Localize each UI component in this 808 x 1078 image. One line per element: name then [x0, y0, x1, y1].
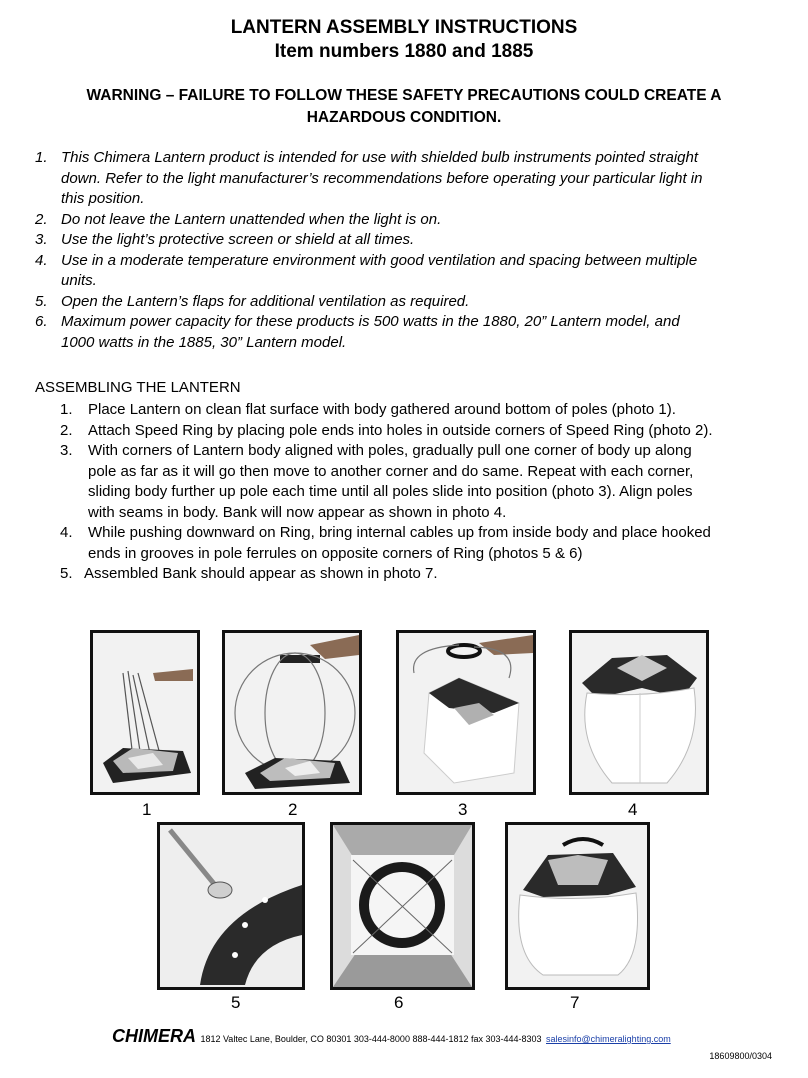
photo-1 — [90, 630, 200, 795]
assembly-step-text: Assembled Bank should appear as shown in photo 7. — [84, 565, 438, 582]
photo-6 — [330, 822, 475, 990]
photo-caption-7: 7 — [570, 993, 580, 1012]
safety-item-text: units. — [61, 272, 97, 289]
assembly-step-number: 1. — [60, 401, 73, 418]
assembly-step — [60, 441, 785, 523]
safety-item-number: 3. — [35, 231, 48, 248]
safety-item — [35, 230, 785, 251]
assembly-step-text: Attach Speed Ring by placing pole ends into holes in outside corners of Speed Ring (photo 2). — [88, 421, 713, 439]
safety-item-number: 1. — [35, 149, 48, 166]
safety-item-text: Do not leave the Lantern unattended when the light is on. — [61, 210, 442, 228]
photo-5 — [157, 822, 305, 990]
photo-caption-2: 2 — [288, 800, 298, 819]
safety-item-text: 1000 watts in the 1885, 30” Lantern model. — [61, 333, 347, 351]
safety-item — [35, 148, 785, 210]
page-subtitle: Item numbers 1880 and 1885 — [274, 41, 534, 62]
photo-caption-1: 1 — [142, 800, 152, 819]
warning-line-1: WARNING – FAILURE TO FOLLOW THESE SAFETY PRECAUTIONS COULD CREATE A — [86, 87, 722, 104]
safety-item-text: Maximum power capacity for these products is 500 watts in the 1880, 20” Lantern model, and — [61, 313, 680, 330]
safety-item — [35, 312, 785, 353]
safety-item-text: This Chimera Lantern product is intended for use with shielded bulb instruments pointed straight — [61, 149, 699, 166]
safety-item — [35, 210, 785, 231]
safety-item-text: Open the Lantern’s flaps for additional ventilation as required. — [61, 292, 470, 310]
safety-item-text: Use the light’s protective screen or shield at all times. — [61, 231, 415, 248]
photo-caption-6: 6 — [394, 993, 404, 1012]
safety-item — [35, 251, 785, 292]
safety-list — [35, 148, 785, 353]
assembly-step — [60, 421, 785, 442]
assembly-step — [60, 564, 785, 585]
assembly-steps — [60, 400, 785, 585]
assembly-step-number: 4. — [60, 524, 73, 541]
safety-item-text: this position. — [61, 190, 145, 207]
photo-caption-4: 4 — [628, 800, 638, 819]
footer-email-link[interactable]: salesinfo@chimeralighting.com — [546, 1034, 671, 1044]
photo-caption-3: 3 — [458, 800, 468, 819]
assembly-step — [60, 523, 785, 564]
assembly-step-number: 3. — [60, 442, 73, 459]
assembly-heading: ASSEMBLING THE LANTERN — [35, 379, 241, 396]
assembly-step-number: 5. — [60, 565, 73, 582]
safety-item-text: Use in a moderate temperature environment with good ventilation and spacing between multiple — [61, 251, 698, 269]
assembly-step — [60, 400, 785, 421]
assembly-step-text: With corners of Lantern body aligned with poles, gradually pull one corner of body up along — [88, 442, 692, 459]
assembly-step-number: 2. — [60, 421, 73, 439]
document-code: 18609800/0304 — [709, 1051, 772, 1061]
photo-caption-5: 5 — [231, 993, 241, 1012]
safety-item-number: 2. — [35, 210, 48, 228]
page-title: LANTERN ASSEMBLY INSTRUCTIONS — [230, 17, 578, 38]
assembly-step-text: While pushing downward on Ring, bring internal cables up from inside body and place hooked — [88, 524, 711, 541]
photo-3 — [396, 630, 536, 795]
warning-line-2: HAZARDOUS CONDITION. — [306, 109, 502, 126]
safety-item-number: 6. — [35, 313, 48, 330]
brand-name: CHIMERA — [112, 1026, 196, 1046]
assembly-step-text: with seams in body. Bank will now appear as shown in photo 4. — [88, 503, 507, 521]
footer — [112, 1026, 671, 1047]
assembly-step-text: ends in grooves in pole ferrules on opposite corners of Ring (photos 5 & 6) — [88, 544, 583, 562]
assembly-step-text: sliding body further up pole each time until all poles slide into position (photo 3). Align poles — [88, 483, 693, 500]
safety-item-number: 5. — [35, 292, 48, 310]
safety-item-text: down. Refer to the light manufacturer’s recommendations before operating your particular light in — [61, 169, 703, 187]
photo-2 — [222, 630, 362, 795]
photo-7 — [505, 822, 650, 990]
assembly-step-text: pole as far as it will go then move to another corner and do same. Repeat with each corner, — [88, 462, 694, 480]
photo-4 — [569, 630, 709, 795]
safety-item-number: 4. — [35, 251, 48, 269]
assembly-step-text: Place Lantern on clean flat surface with body gathered around bottom of poles (photo 1). — [88, 401, 676, 418]
footer-address: 1812 Valtec Lane, Boulder, CO 80301 303-444-8000 888-444-1812 fax 303-444-8303 — [200, 1034, 542, 1044]
safety-item — [35, 292, 785, 313]
